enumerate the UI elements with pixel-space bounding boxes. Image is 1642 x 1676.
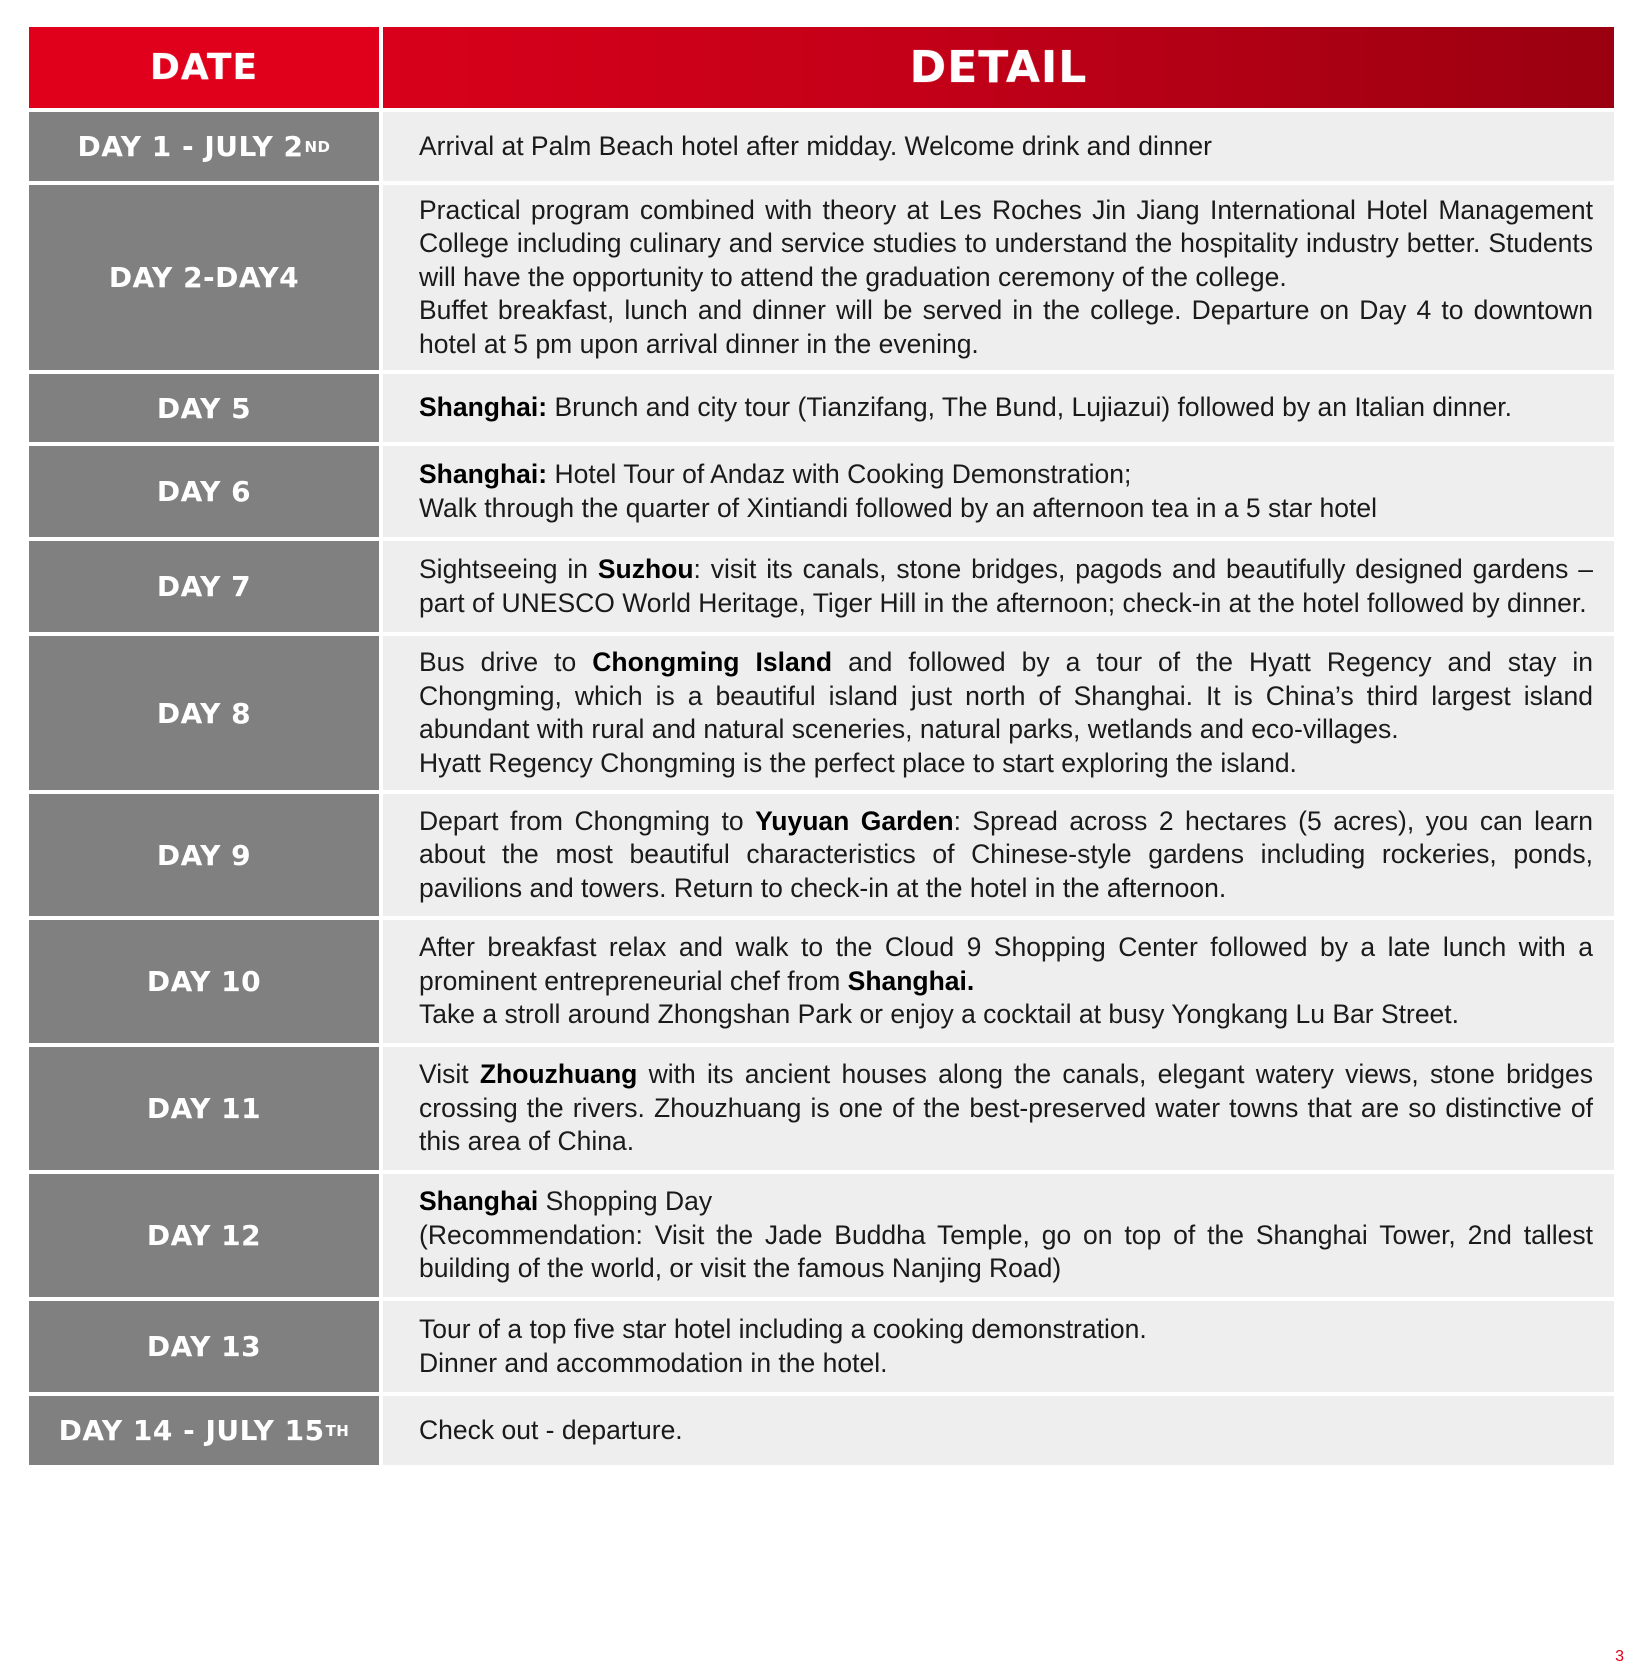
location-highlight: Yuyuan Garden: [755, 805, 954, 836]
detail-text: Tour of a top five star hotel including a cooking demonstration.: [419, 1314, 1147, 1344]
detail-cell-day-2-4: [383, 185, 1614, 370]
detail-text-pre: Sightseeing in: [419, 554, 598, 584]
detail-text: Shopping Day: [538, 1186, 713, 1217]
itinerary-table: [29, 27, 1614, 1469]
date-cell-day-14: DAY 14 - JULY 15 TH: [29, 1396, 379, 1465]
date-cell-day-13: [29, 1301, 379, 1392]
detail-cell-day-12: [383, 1174, 1614, 1297]
detail-text: Brunch and city tour (Tianzifang, The Bund, Lujiazui) followed by an Italian dinner.: [547, 392, 1512, 423]
date-label: DAY 10: [146, 965, 262, 998]
detail-text: with its ancient houses along the canals, elegant watery views, stone bridges crossing the rivers. Zhouzhuang is one of the best-preserved water towns that are so distinctive of this area of China.: [419, 1059, 1593, 1157]
detail-text: : Spread across 2 hectares (5 acres), you can learn about the most beautiful characteristics of Chinese-style gardens including rockeries, ponds, pavilions and towers. Return to check-in at the hotel in the afternoon.: [419, 805, 1593, 903]
detail-cell-day-1: [383, 112, 1614, 181]
detail-text: Hotel Tour of Andaz with Cooking Demonstration;: [547, 459, 1132, 489]
date-cell-day-1: DAY 1 - JULY 2 ND: [29, 112, 379, 181]
location-highlight: Shanghai: [419, 1186, 539, 1217]
date-cell-day-2-4: [29, 185, 379, 370]
date-column-header: DATE: [29, 27, 379, 108]
page-number: 3: [1615, 1648, 1624, 1665]
location-highlight: Suzhou: [597, 554, 694, 584]
detail-text-2: Dinner and accommodation in the hotel.: [419, 1347, 888, 1378]
detail-text-2: Walk through the quarter of Xintiandi followed by an afternoon tea in a 5 star hotel: [419, 492, 1378, 523]
detail-column-header: DETAIL: [383, 27, 1614, 108]
detail-cell-day-7: [383, 541, 1614, 632]
detail-cell-day-8: [383, 636, 1614, 790]
date-cell-day-11: [29, 1047, 379, 1170]
detail-cell-day-6: [383, 446, 1614, 537]
detail-cell-day-11: [383, 1047, 1614, 1170]
date-label: DAY 2-DAY4: [108, 261, 300, 294]
detail-text-2: Hyatt Regency Chongming is the perfect place to start exploring the island.: [419, 747, 1297, 778]
detail-text-2: Buffet breakfast, lunch and dinner will be served in the college. Departure on Day 4 to downtown hotel at 5 pm upon arrival dinner in the evening.: [419, 295, 1593, 359]
location-highlight: Chongming Island: [592, 647, 833, 677]
date-cell-day-5: [29, 374, 379, 442]
date-label: DAY 11: [146, 1092, 262, 1125]
date-label: DAY 8: [156, 696, 252, 730]
date-cell-day-7: [29, 541, 379, 632]
date-cell-day-9: [29, 794, 379, 916]
detail-cell-day-10: [383, 920, 1614, 1043]
date-label: DAY 14 - JULY 15: [58, 1414, 325, 1447]
detail-text-pre: Visit: [419, 1059, 480, 1090]
detail-cell-day-9: [383, 794, 1614, 916]
date-cell-day-10: [29, 920, 379, 1043]
detail-text: Practical program combined with theory at Les Roches Jin Jiang International Hotel Management College including culinary and service studies to understand the hospitality industry better. Students will have the opportunity to attend the graduation ceremony of the college.: [419, 194, 1593, 292]
date-label: DAY 13: [146, 1330, 262, 1363]
detail-text: : visit its canals, stone bridges, pagods and beautifully designed gardens – part of UNESCO World Heritage, Tiger Hill in the afternoon; check-in at the hotel followed by dinner.: [419, 554, 1594, 618]
detail-text-2: Take a stroll around Zhongshan Park or enjoy a cocktail at busy Yongkang Lu Bar Street.: [419, 999, 1460, 1030]
location-highlight: Shanghai:: [419, 459, 548, 489]
date-cell-day-12: [29, 1174, 379, 1297]
date-label: DAY 9: [156, 838, 252, 872]
detail-text: Arrival at Palm Beach hotel after midday. Welcome drink and dinner: [419, 130, 1212, 161]
date-cell-day-6: [29, 446, 379, 537]
date-label: DAY 6: [156, 475, 252, 508]
detail-cell-day-13: [383, 1301, 1614, 1392]
detail-text-2: (Recommendation: Visit the Jade Buddha Temple, go on top of the Shanghai Tower, 2nd tallest building of the world, or visit the famous Nanjing Road): [419, 1219, 1593, 1284]
location-highlight: Shanghai:: [419, 392, 548, 423]
location-highlight: Zhouzhuang: [479, 1059, 638, 1090]
detail-text-pre: Bus drive to: [419, 647, 593, 677]
detail-cell-day-5: [383, 374, 1614, 442]
detail-text: Check out - departure.: [419, 1414, 683, 1445]
detail-text: and followed by a tour of the Hyatt Regency and stay in Chongming, which is a beautiful island just north of Shanghai. It is China’s third largest island abundant with rural and natural sceneries, natural parks, wetlands and eco-villages.: [419, 647, 1594, 744]
date-label: DAY 7: [156, 570, 252, 603]
date-cell-day-8: [29, 636, 379, 790]
detail-cell-day-14: [383, 1396, 1614, 1465]
date-label: DAY 12: [146, 1219, 262, 1252]
detail-text-pre: After breakfast relax and walk to the Cloud 9 Shopping Center followed by a late lunch with a prominent entrepreneurial chef from: [419, 932, 1593, 996]
detail-text-pre: Depart from Chongming to: [419, 805, 756, 836]
date-label: DAY 1 - JULY 2: [77, 130, 304, 163]
location-highlight: Shanghai.: [847, 965, 975, 996]
date-label: DAY 5: [156, 391, 252, 425]
